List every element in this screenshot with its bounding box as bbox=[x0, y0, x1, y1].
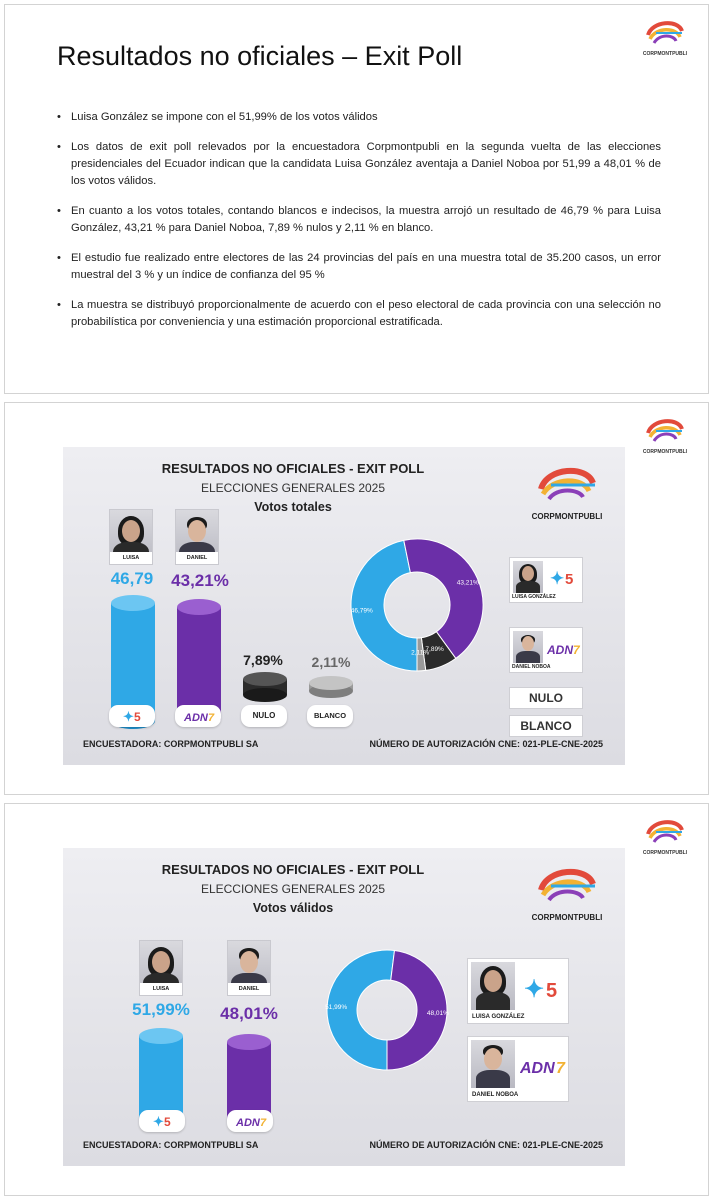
pct-label-nulo: 7,89% bbox=[243, 652, 283, 668]
legend-name: DANIEL NOBOA bbox=[472, 1092, 519, 1098]
svg-text:ADN: ADN bbox=[184, 712, 208, 724]
infographic-subtitle: ELECCIONES GENERALES 2025 bbox=[200, 481, 386, 495]
candidate-name: DANIEL bbox=[176, 552, 218, 564]
infographic-title: RESULTADOS NO OFICIALES - EXIT POLL bbox=[161, 461, 425, 476]
authorization-footer: NÚMERO DE AUTORIZACIÓN CNE: 021-PLE-CNE-2025 bbox=[369, 739, 603, 749]
svg-text:✦: ✦ bbox=[123, 709, 134, 724]
svg-text:ADN: ADN bbox=[547, 643, 573, 657]
corpmontpubli-logo bbox=[642, 816, 688, 856]
rc5-party-icon bbox=[548, 564, 580, 592]
candidate-photo-daniel bbox=[175, 509, 219, 565]
legend-name: DANIEL NOBOA bbox=[512, 664, 551, 670]
svg-text:5: 5 bbox=[546, 980, 558, 1002]
brand-name: CORPMONTPUBLI bbox=[531, 512, 603, 521]
exit-poll-infographic bbox=[63, 848, 625, 1166]
pct-label-luisa: 51,99% bbox=[132, 1000, 190, 1019]
adn7-party-icon bbox=[520, 1045, 568, 1085]
bullet-list bbox=[57, 109, 661, 344]
legend-name: LUISA GONZÁLEZ bbox=[472, 1014, 525, 1020]
slice-label-luisa: 51,99% bbox=[325, 1003, 348, 1011]
party-logo-rc5 bbox=[109, 705, 155, 727]
pollster-footer: ENCUESTADORA: CORPMONTPUBLI SA bbox=[83, 1140, 259, 1150]
swirl-logo-icon bbox=[642, 816, 688, 848]
chip-nulo: NULO bbox=[241, 705, 287, 727]
infographic-title: RESULTADOS NO OFICIALES - EXIT POLL bbox=[161, 862, 425, 877]
slice-label-luisa: 46,79% bbox=[350, 607, 373, 615]
logo-text: CORPMONTPUBLI bbox=[642, 449, 688, 455]
legend-item-nulo: NULO bbox=[509, 687, 583, 709]
slice-label-nulo: 7,89% bbox=[425, 646, 444, 654]
slice-label-blanco: 2,11% bbox=[411, 649, 430, 657]
legend-item-daniel bbox=[467, 1036, 569, 1102]
candidate-photo-daniel bbox=[227, 940, 271, 996]
pct-label-daniel: 43,21% bbox=[171, 571, 229, 590]
adn7-party-icon bbox=[546, 634, 582, 662]
swirl-logo-icon bbox=[642, 415, 688, 447]
svg-text:ADN: ADN bbox=[520, 1060, 555, 1077]
swirl-logo-icon bbox=[527, 461, 607, 509]
legend-item-luisa bbox=[467, 958, 569, 1024]
brand-name: CORPMONTPUBLI bbox=[531, 913, 603, 922]
adn7-party-icon bbox=[227, 1110, 273, 1132]
bullet-item: • La muestra se distribuyó proporcionalmente de acuerdo con el peso electoral de cada provincia con una selección no probabilística por conveniencia y una estimación proporcional estratificada. bbox=[57, 297, 661, 331]
page-title: Resultados no oficiales – Exit Poll bbox=[57, 41, 463, 71]
adn7-party-icon bbox=[175, 705, 221, 727]
svg-text:ADN: ADN bbox=[236, 1117, 260, 1129]
candidate-photo-luisa bbox=[109, 509, 153, 565]
infographic-metric: Votos válidos bbox=[252, 901, 334, 915]
svg-text:5: 5 bbox=[565, 571, 574, 588]
slide-valid-votes bbox=[4, 803, 709, 1196]
exit-poll-infographic bbox=[63, 447, 625, 765]
pct-label-blanco: 2,11% bbox=[311, 654, 351, 670]
legend-photo-daniel bbox=[513, 631, 543, 663]
svg-text:5: 5 bbox=[134, 710, 141, 724]
swirl-logo-icon bbox=[527, 862, 607, 910]
slide-summary bbox=[4, 4, 709, 394]
svg-text:✦: ✦ bbox=[524, 976, 545, 1003]
legend-item-daniel bbox=[509, 627, 583, 673]
legend-item-blanco: BLANCO bbox=[509, 715, 583, 737]
legend-photo-luisa bbox=[471, 962, 515, 1010]
logo-text: CORPMONTPUBLI bbox=[642, 51, 688, 57]
candidate-name: LUISA bbox=[110, 552, 152, 564]
legend-item-luisa bbox=[509, 557, 583, 603]
candidate-photo-luisa bbox=[139, 940, 183, 996]
svg-text:✦: ✦ bbox=[550, 569, 565, 588]
pollster-footer: ENCUESTADORA: CORPMONTPUBLI SA bbox=[83, 739, 259, 749]
slice-luisa bbox=[351, 540, 417, 671]
corpmontpubli-logo bbox=[642, 17, 688, 57]
brand-logo bbox=[527, 461, 607, 521]
legend-name: LUISA GONZÁLEZ bbox=[512, 594, 556, 600]
logo-text: CORPMONTPUBLI bbox=[642, 850, 688, 856]
infographic-subtitle: ELECCIONES GENERALES 2025 bbox=[200, 882, 386, 896]
candidate-name: DANIEL bbox=[228, 983, 270, 995]
authorization-footer: NÚMERO DE AUTORIZACIÓN CNE: 021-PLE-CNE-2025 bbox=[369, 1140, 603, 1150]
corpmontpubli-logo bbox=[642, 415, 688, 455]
donut-chart-total bbox=[349, 537, 485, 673]
bullet-item: • El estudio fue realizado entre electores de las 24 provincias del país en una muestra total de 35.200 casos, un error muestral del 3 % y un índice de confianza del 95 % bbox=[57, 250, 661, 284]
legend-photo-luisa bbox=[513, 561, 543, 593]
infographic-metric: Votos totales bbox=[254, 500, 332, 514]
candidate-name: LUISA bbox=[140, 983, 182, 995]
chip-blanco: BLANCO bbox=[307, 705, 353, 727]
party-logo-adn7 bbox=[175, 705, 221, 727]
rc5-party-icon bbox=[522, 967, 566, 1007]
svg-text:7: 7 bbox=[260, 1117, 267, 1129]
svg-text:7: 7 bbox=[208, 712, 215, 724]
pct-label-daniel: 48,01% bbox=[220, 1004, 278, 1023]
pct-label-luisa: 46,79 bbox=[110, 569, 154, 588]
svg-text:7: 7 bbox=[556, 1060, 565, 1077]
brand-logo bbox=[527, 862, 607, 922]
svg-text:✦: ✦ bbox=[153, 1114, 164, 1129]
swirl-logo-icon bbox=[642, 17, 688, 49]
donut-chart-valid bbox=[325, 948, 449, 1072]
slice-label-daniel: 48,01% bbox=[426, 1010, 449, 1018]
party-logo-adn7 bbox=[227, 1110, 273, 1132]
svg-text:5: 5 bbox=[164, 1115, 171, 1129]
legend-photo-daniel bbox=[471, 1040, 515, 1088]
bullet-item: • En cuanto a los votos totales, contando blancos e indecisos, la muestra arrojó un resultado de 46,79 % para Luisa González, 43,21 % para Daniel Noboa, 7,89 % nulos y 2,11 % en blanco. bbox=[57, 203, 661, 237]
rc5-party-icon bbox=[109, 705, 155, 727]
slice-label-daniel: 43,21% bbox=[456, 579, 479, 587]
rc5-party-icon bbox=[139, 1110, 185, 1132]
party-logo-rc5 bbox=[139, 1110, 185, 1132]
bar-blanco bbox=[307, 675, 355, 705]
bullet-item: • Luisa González se impone con el 51,99% de los votos válidos bbox=[57, 109, 661, 126]
slide-total-votes bbox=[4, 402, 709, 795]
bullet-item: • Los datos de exit poll relevados por la encuestadora Corpmontpubli en la segunda vuelta de las elecciones presidenciales del Ecuador indican que la candidata Luisa González aventaja a Daniel Noboa por 51,99 a 48,01 % de los votos válidos. bbox=[57, 139, 661, 190]
svg-text:7: 7 bbox=[573, 643, 580, 657]
